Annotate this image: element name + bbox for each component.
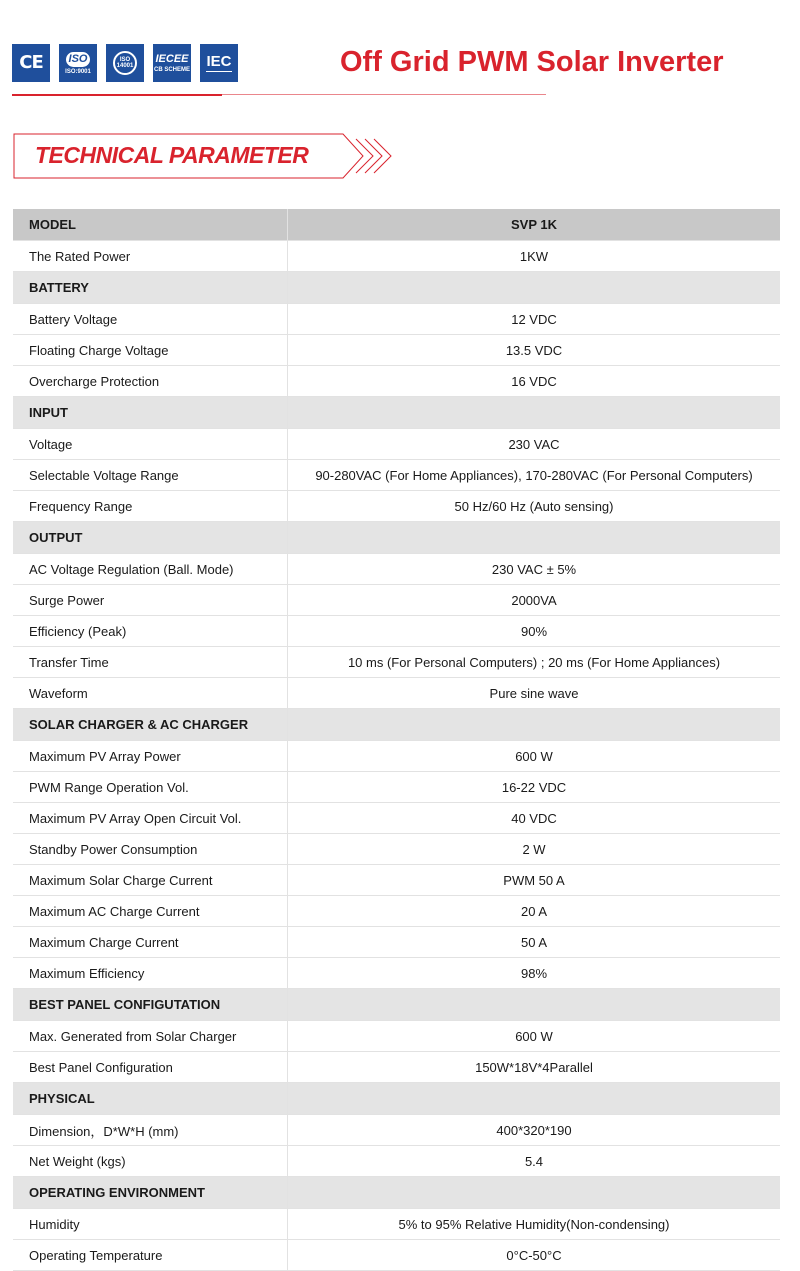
table-row [13, 1052, 780, 1083]
parameter-label: Net Weight (kgs) [13, 1146, 288, 1177]
parameter-value: 10 ms (For Personal Computers) ; 20 ms (For Home Appliances) [288, 647, 781, 678]
parameter-value: 90-280VAC (For Home Appliances), 170-280VAC (For Personal Computers) [288, 460, 781, 491]
table-row [13, 958, 780, 989]
table-row [13, 241, 780, 272]
section-row [13, 1177, 780, 1209]
iso14001-icon: ISO 14001 [106, 44, 144, 82]
section-row [13, 989, 780, 1021]
table-row [13, 491, 780, 522]
parameter-label: Max. Generated from Solar Charger [13, 1021, 288, 1052]
iecee-cb-scheme-icon: IECEE CB SCHEME [153, 44, 191, 82]
table-row [13, 865, 780, 896]
table-row [13, 896, 780, 927]
section-row [13, 397, 780, 429]
parameter-label: Maximum AC Charge Current [13, 896, 288, 927]
parameter-value: 40 VDC [288, 803, 781, 834]
parameter-label: Best Panel Configuration [13, 1052, 288, 1083]
table-row [13, 616, 780, 647]
parameter-value: 13.5 VDC [288, 335, 781, 366]
table-header-row [13, 209, 780, 241]
parameter-label: Efficiency (Peak) [13, 616, 288, 647]
parameter-value: 16-22 VDC [288, 772, 781, 803]
parameter-label: The Rated Power [13, 241, 288, 272]
section-heading-filler [288, 1177, 781, 1209]
parameter-value: 98% [288, 958, 781, 989]
table-row [13, 772, 780, 803]
parameter-value: 1KW [288, 241, 781, 272]
ce-mark-icon: CE [12, 44, 50, 82]
parameter-label: Battery Voltage [13, 304, 288, 335]
section-heading: OUTPUT [13, 522, 288, 554]
table-row [13, 1240, 780, 1271]
section-heading: PHYSICAL [13, 1083, 288, 1115]
parameter-value: 0°C-50°C [288, 1240, 781, 1271]
parameter-label: Maximum Solar Charge Current [13, 865, 288, 896]
parameter-value: 50 Hz/60 Hz (Auto sensing) [288, 491, 781, 522]
section-banner [13, 133, 393, 179]
parameter-value: 90% [288, 616, 781, 647]
parameter-label: Maximum PV Array Open Circuit Vol. [13, 803, 288, 834]
title-divider [222, 94, 546, 95]
parameter-value: PWM 50 A [288, 865, 781, 896]
table-row [13, 834, 780, 865]
parameter-label: Surge Power [13, 585, 288, 616]
section-row [13, 272, 780, 304]
parameter-value: 16 VDC [288, 366, 781, 397]
parameter-label: Standby Power Consumption [13, 834, 288, 865]
title-divider-accent [12, 94, 222, 96]
parameter-label: Selectable Voltage Range [13, 460, 288, 491]
parameter-value: 230 VAC ± 5% [288, 554, 781, 585]
section-heading: SOLAR CHARGER & AC CHARGER [13, 709, 288, 741]
table-row [13, 803, 780, 834]
parameter-label: Maximum Charge Current [13, 927, 288, 958]
table-row [13, 1115, 780, 1146]
table-row [13, 1209, 780, 1240]
section-heading: BEST PANEL CONFIGUTATION [13, 989, 288, 1021]
section-heading-filler [288, 522, 781, 554]
table-row [13, 647, 780, 678]
table-row [13, 741, 780, 772]
section-heading: OPERATING ENVIRONMENT [13, 1177, 288, 1209]
section-heading: INPUT [13, 397, 288, 429]
parameter-value: 20 A [288, 896, 781, 927]
table-row [13, 927, 780, 958]
parameter-value: 5% to 95% Relative Humidity(Non-condensing) [288, 1209, 781, 1240]
section-heading-filler [288, 709, 781, 741]
table-row [13, 335, 780, 366]
parameter-value: Pure sine wave [288, 678, 781, 709]
section-heading-filler [288, 397, 781, 429]
section-heading-filler [288, 1083, 781, 1115]
parameter-value: 400*320*190 [288, 1115, 781, 1146]
table-row [13, 585, 780, 616]
parameter-value: 600 W [288, 1021, 781, 1052]
parameter-label: Maximum Efficiency [13, 958, 288, 989]
parameter-label: Operating Temperature [13, 1240, 288, 1271]
parameter-label: Maximum PV Array Power [13, 741, 288, 772]
table-row [13, 554, 780, 585]
section-row [13, 709, 780, 741]
parameter-value: 12 VDC [288, 304, 781, 335]
section-banner-title: TECHNICAL PARAMETER [35, 142, 309, 168]
parameter-value: 50 A [288, 927, 781, 958]
page-title: Off Grid PWM Solar Inverter [340, 46, 724, 78]
section-row [13, 1083, 780, 1115]
table-header-value: SVP 1K [288, 209, 781, 241]
section-heading-filler [288, 989, 781, 1021]
table-row [13, 460, 780, 491]
parameter-label: Floating Charge Voltage [13, 335, 288, 366]
parameter-label: Overcharge Protection [13, 366, 288, 397]
parameter-value: 230 VAC [288, 429, 781, 460]
certification-logos [12, 44, 238, 82]
parameter-value: 150W*18V*4Parallel [288, 1052, 781, 1083]
parameter-label: Frequency Range [13, 491, 288, 522]
parameter-label: Waveform [13, 678, 288, 709]
parameter-value: 2000VA [288, 585, 781, 616]
table-row [13, 1021, 780, 1052]
iso9001-icon: ISO ISO:9001 [59, 44, 97, 82]
parameter-value: 5.4 [288, 1146, 781, 1177]
parameter-value: 2 W [288, 834, 781, 865]
section-heading: BATTERY [13, 272, 288, 304]
table-row [13, 429, 780, 460]
parameter-label: Dimension，D*W*H (mm) [13, 1115, 288, 1146]
parameter-label: Humidity [13, 1209, 288, 1240]
section-heading-filler [288, 272, 781, 304]
table-row [13, 678, 780, 709]
table-header-label: MODEL [13, 209, 288, 241]
parameter-label: AC Voltage Regulation (Ball. Mode) [13, 554, 288, 585]
parameter-table [13, 209, 780, 1271]
iec-icon: IEC [200, 44, 238, 82]
table-row [13, 366, 780, 397]
parameter-label: Voltage [13, 429, 288, 460]
parameter-label: Transfer Time [13, 647, 288, 678]
parameter-label: PWM Range Operation Vol. [13, 772, 288, 803]
table-row [13, 304, 780, 335]
parameter-value: 600 W [288, 741, 781, 772]
section-row [13, 522, 780, 554]
table-row [13, 1146, 780, 1177]
